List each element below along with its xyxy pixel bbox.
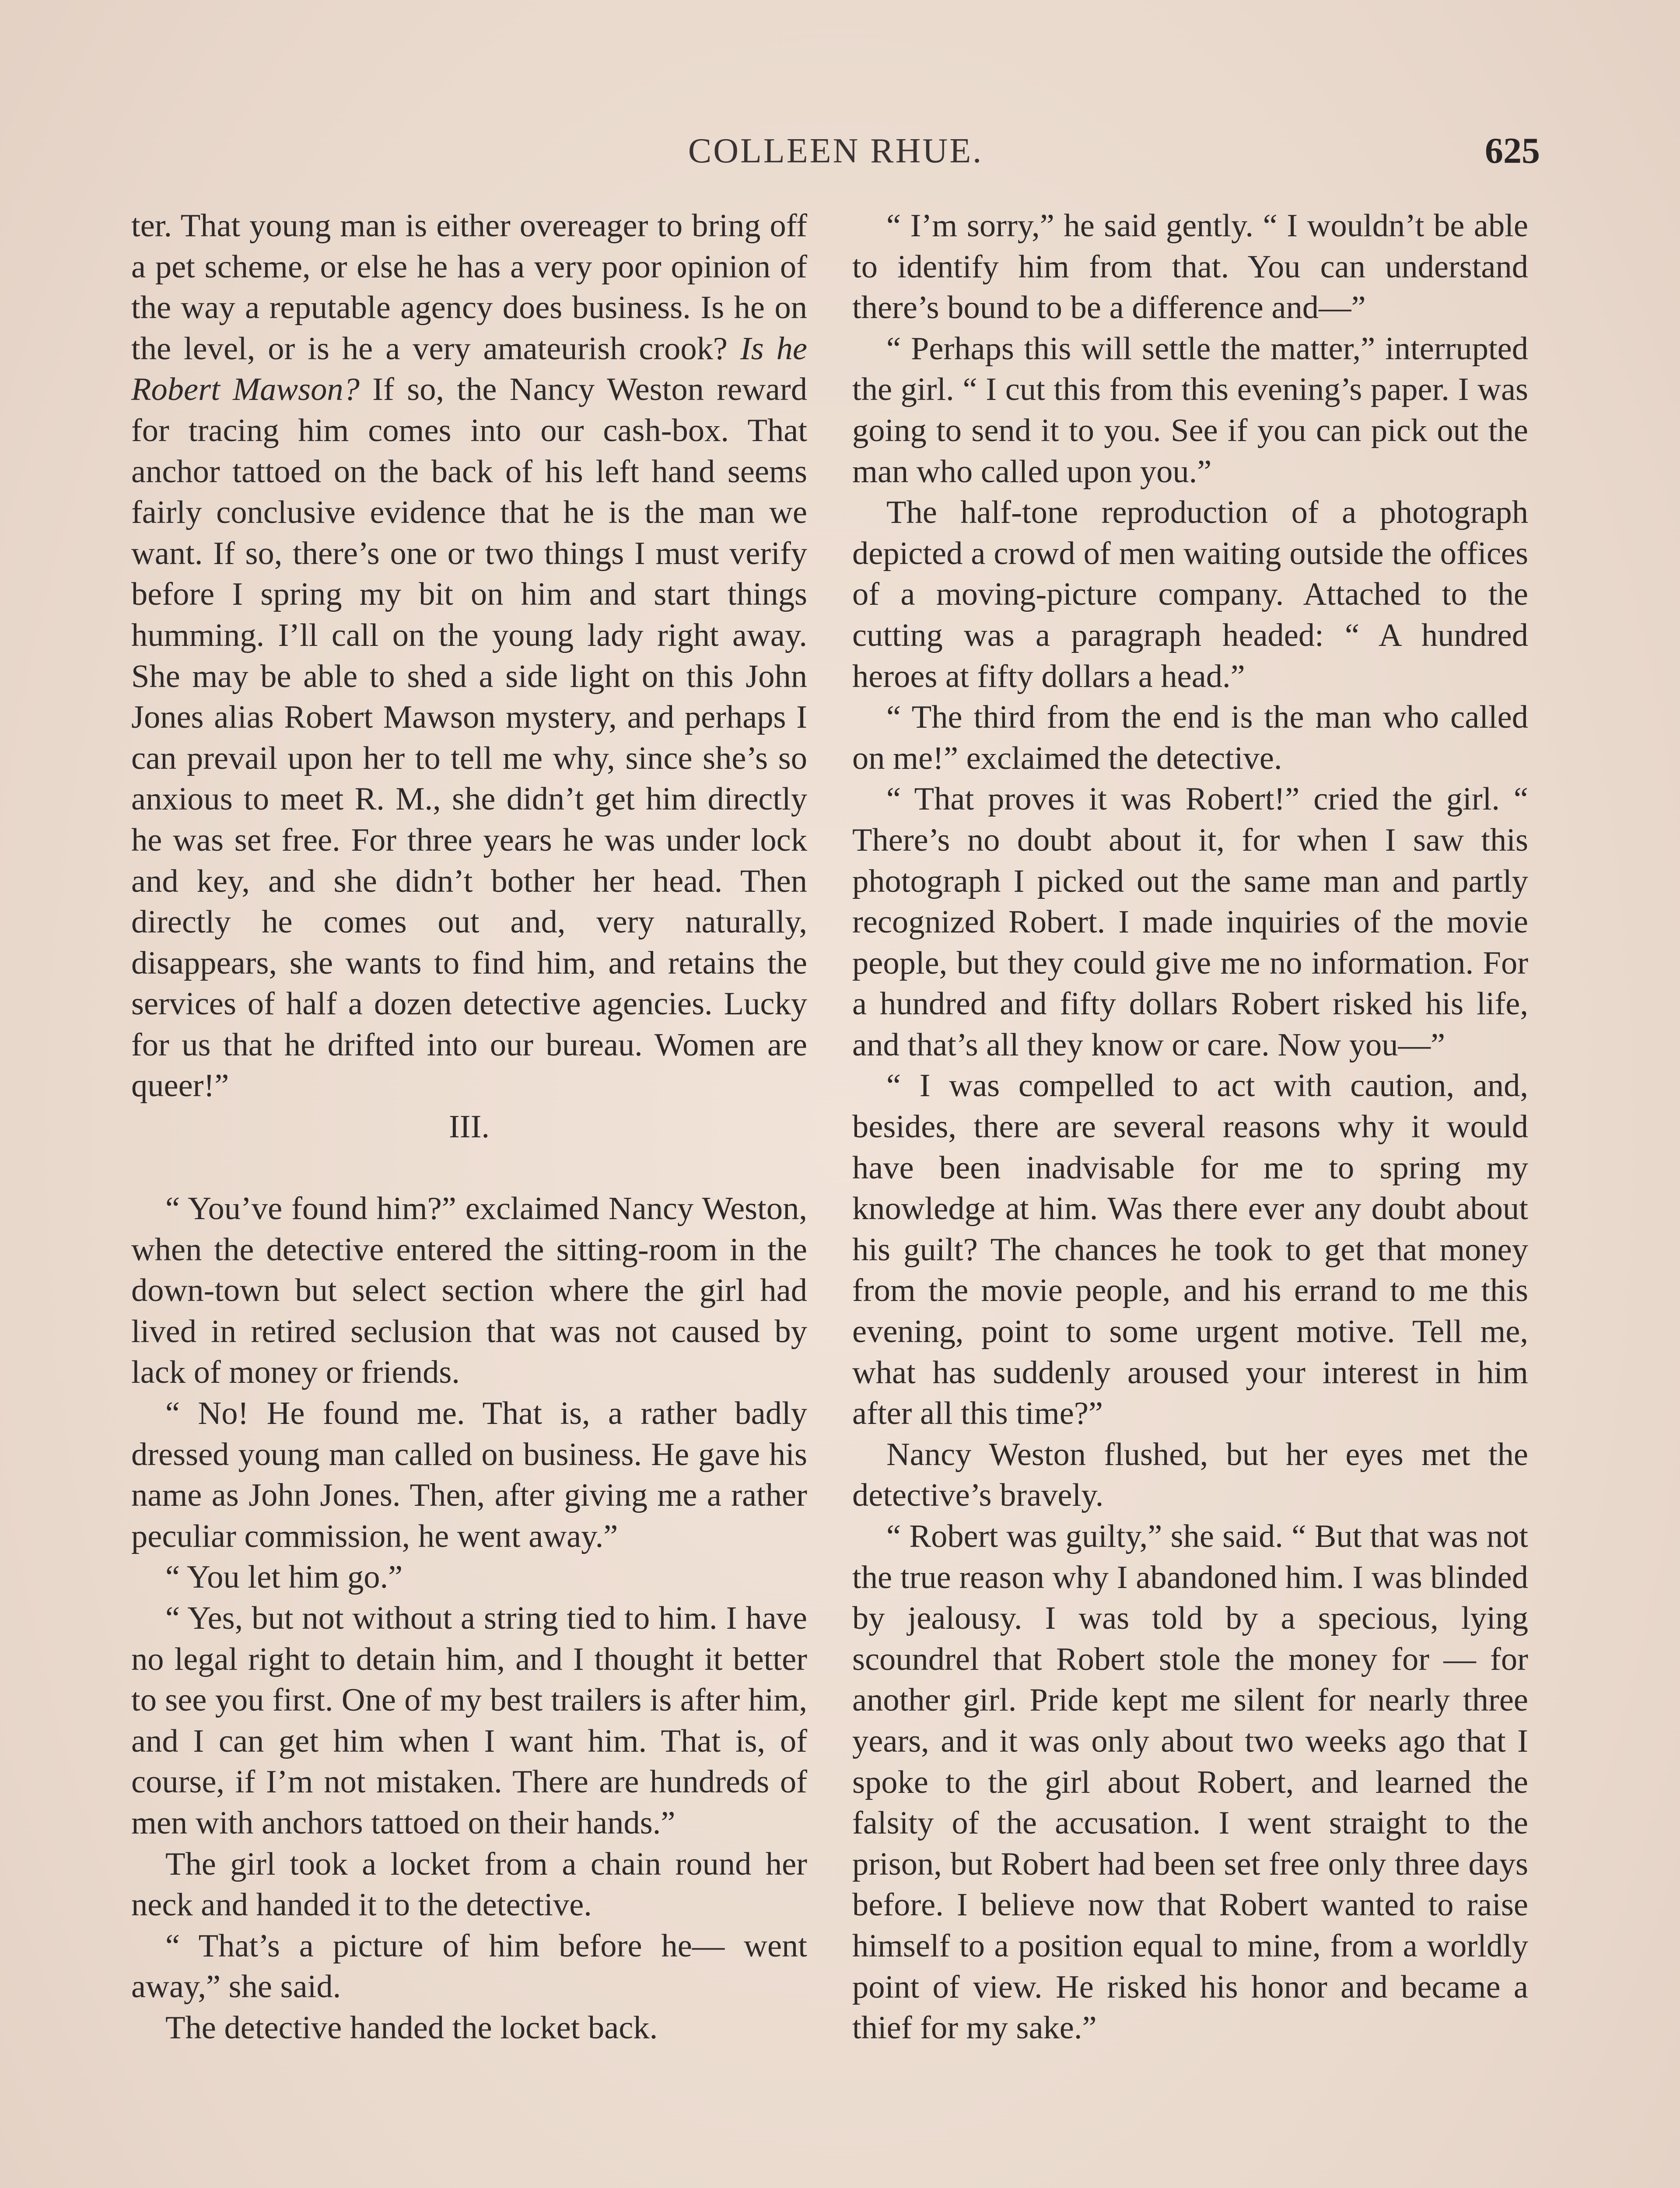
section-number: III. [448, 1109, 490, 1145]
left-column [131, 206, 807, 2049]
paragraph: Nancy Weston flushed, but her eyes met the detective’s bravely. [852, 1436, 1528, 1514]
paragraph: “ The third from the end is the man who called on me!” exclaimed the detective. [852, 699, 1528, 776]
paragraph: The half-tone reproduction of a photograph depicted a crowd of men waiting outside the offices of a moving-picture company. Attached to the cutting was a paragraph headed: “ A hundred heroes at fifty dollars a head.” [852, 494, 1528, 694]
paragraph: “ Yes, but not without a string tied to him. I have no legal right to detain him, and I thought it better to see you first. One of my best trailers is after him, and I can get him when I want him. That is, of course, if I’m not mistaken. There are hundreds of men with anchors tattoed on their hands.” [131, 1600, 807, 1841]
page-number: 625 [1485, 130, 1540, 171]
paragraph: “ You’ve found him?” exclaimed Nancy Weston, when the detective entered the sitting-room in the down-town but select section where the girl had lived in retired seclusion that was not caused by lack of money or friends. [131, 1191, 807, 1391]
paragraph: “ No! He found me. That is, a rather badly dressed young man called on business. He gave his name as John Jones. Then, after giving me a rather peculiar commission, he went away.” [131, 1396, 807, 1554]
paragraph: “ That’s a picture of him before he— went away,” she said. [131, 1928, 807, 2005]
paragraph: The detective handed the locket back. [165, 2009, 658, 2046]
paragraph-text: If so, the Nancy Weston reward for tracing him comes into our cash-box. That anchor tattoed on the back of his left hand seems fairly conclusive evidence that he is the man we want. If so, there’s one or two things I must verify before I spring my bit on him and start things humming. I’ll call on the young lady right away. She may be able to shed a side light on this John Jones alias Robert Mawson mystery, and perhaps I can prevail upon her to tell me why, since she’s so anxious to meet R. M., she didn’t get him directly he was set free. For three years he was under lock and key, and she didn’t bother her head. Then directly he comes out and, very naturally, disappears, she wants to find him, and retains the services of half a dozen detective agencies. Lucky for us that he drifted into our bureau. Women are queer!” [131, 372, 807, 1104]
italic-question: Is he Robert Mawson? [131, 330, 807, 408]
paragraph: “ I was compelled to act with caution, and, besides, there are several reasons why it would have been inadvisable for me to spring my knowledge at him. Was there ever any doubt about his guilt? The chances he took to get that money from the movie people, and his errand to me this evening, point to some urgent motive. Tell me, what has suddenly aroused your interest in him after all this time?” [852, 1068, 1528, 1432]
paragraph [131, 206, 807, 1107]
paragraph: “ I’m sorry,” he said gently. “ I wouldn’t be able to identify him from that. You can understand there’s bound to be a difference and—” [852, 208, 1528, 326]
paragraph: “ That proves it was Robert!” cried the girl. “ There’s no doubt about it, for when I saw this photograph I picked out the same man and partly recognized Robert. I made inquiries of the movie people, but they could give me no information. For a hundred and fifty dollars Robert risked his life, and that’s all they know or care. Now you—” [852, 781, 1528, 1063]
right-column [852, 206, 1528, 2049]
page-header [131, 131, 1540, 184]
paragraph: “ Perhaps this will settle the matter,” interrupted the girl. “ I cut this from this evening’s paper. I was going to send it to you. See if you can pick out the man who called upon you.” [852, 330, 1528, 490]
paragraph: “ You let him go.” [165, 1559, 403, 1595]
paragraph: “ Robert was guilty,” she said. “ But that was not the true reason why I abandoned him. I was blinded by jealousy. I was told by a specious, lying scoundrel that Robert stole the money for — for another girl. Pride kept me silent for nearly three years, and it was only about two weeks ago that I spoke to the girl about Robert, and learned the falsity of the accusation. I went straight to the prison, but Robert had been set free only three days before. I believe now that Robert wanted to raise himself to a position equal to mine, from a worldly point of view. He risked his honor and became a thief for my sake.” [852, 1518, 1528, 2046]
paragraph: The girl took a locket from a chain round her neck and handed it to the detective. [131, 1846, 807, 1923]
paragraph-text: ter. That young man is either overeager to bring off a pet scheme, or else he has a very poor opinion of the way a reputable agency does business. Is he on the level, or is he a very amateurish crook? [131, 208, 807, 367]
running-title: COLLEEN RHUE. [688, 132, 984, 170]
